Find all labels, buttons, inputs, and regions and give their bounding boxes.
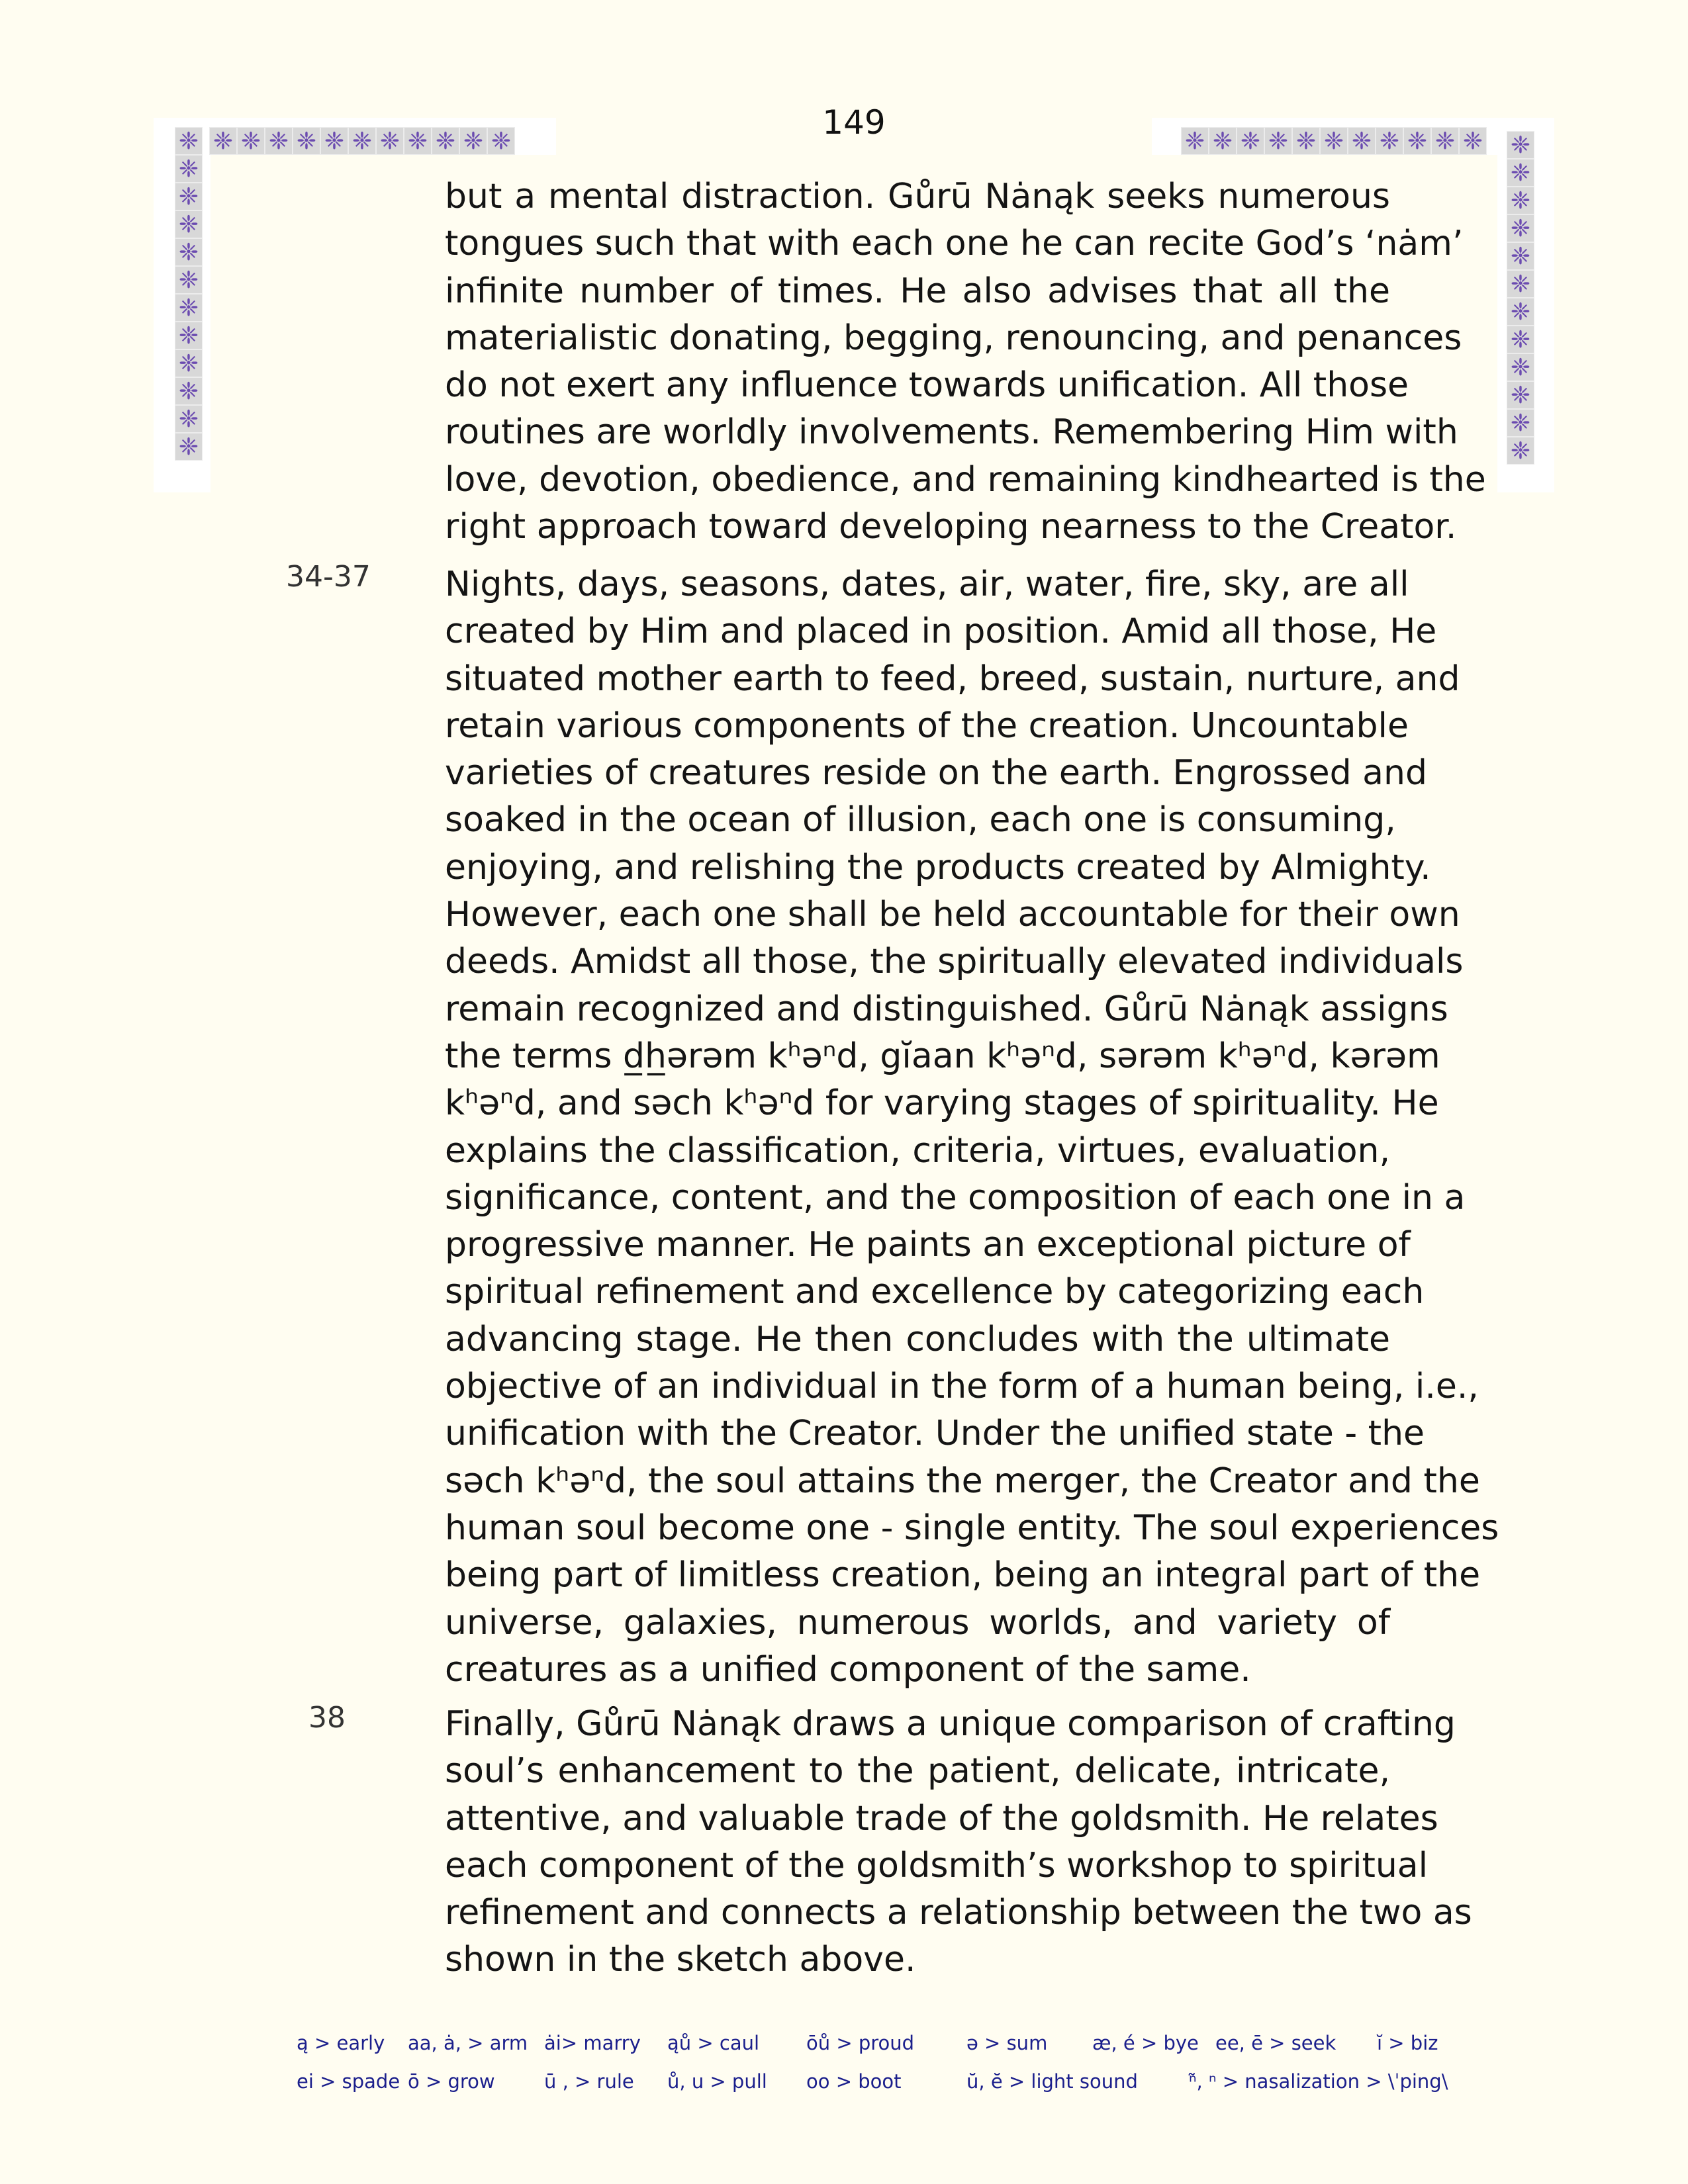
flower-ornament-icon: ❈ bbox=[175, 294, 203, 322]
legend-item: ⁿ̃, ⁿ > nasalization > \ˈping\ bbox=[1189, 2070, 1448, 2093]
paragraph-continuation bbox=[445, 173, 1486, 551]
text-line: səch kʰəⁿd, the soul attains the merger, the Creator and the bbox=[445, 1461, 1480, 1501]
legend-item: ĭ > biz bbox=[1377, 2032, 1438, 2054]
flower-ornament-icon: ❈ bbox=[175, 377, 203, 405]
text-line: However, each one shall be held accountable for their own bbox=[445, 895, 1460, 935]
flower-ornament-icon: ❈ bbox=[432, 127, 459, 155]
text-line: unification with the Creator. Under the unified state - the bbox=[445, 1414, 1425, 1454]
text-line: varieties of creatures reside on the earth. Engrossed and bbox=[445, 753, 1427, 794]
flower-ornament-icon: ❈ bbox=[175, 433, 203, 461]
flower-ornament-icon: ❈ bbox=[1507, 131, 1534, 159]
legend-item: aa, ȧ, > arm bbox=[408, 2032, 528, 2054]
top-right-ornament-strip bbox=[1181, 127, 1487, 155]
text-line: explains the classification, criteria, virtues, evaluation, bbox=[445, 1130, 1390, 1171]
text-line: objective of an individual in the form of a human being, i.e., bbox=[445, 1367, 1479, 1407]
text-line: being part of limitless creation, being an integral part of the bbox=[445, 1555, 1481, 1596]
flower-ornament-icon: ❈ bbox=[175, 349, 203, 377]
text-line: infinite number of times. He also advises that all the bbox=[445, 271, 1390, 311]
text-line: but a mental distraction. Gůrū Nȧnąk seeks numerous bbox=[445, 177, 1390, 216]
flower-ornament-icon: ❈ bbox=[404, 127, 432, 155]
flower-ornament-icon: ❈ bbox=[175, 183, 203, 210]
verse-number: 34-37 bbox=[286, 560, 371, 594]
flower-ornament-icon: ❈ bbox=[1459, 127, 1487, 155]
legend-item: æ, é > bye bbox=[1092, 2032, 1199, 2054]
text-line: retain various components of the creation. Uncountable bbox=[445, 705, 1409, 746]
text-line: the terms d̲h̲ərəm kʰəⁿd, gĭaan kʰəⁿd, sərəm kʰəⁿd, kərəm bbox=[445, 1036, 1440, 1076]
legend-item: ō > grow bbox=[408, 2070, 495, 2093]
text-line: tongues such that with each one he can recite God’s ‘nȧm’ bbox=[445, 224, 1464, 264]
flower-ornament-icon: ❈ bbox=[1507, 242, 1534, 270]
flower-ornament-icon: ❈ bbox=[1507, 326, 1534, 353]
flower-ornament-icon: ❈ bbox=[320, 127, 348, 155]
flower-ornament-icon: ❈ bbox=[1507, 298, 1534, 326]
text-line: universe, galaxies, numerous worlds, and variety of bbox=[445, 1602, 1390, 1643]
flower-ornament-icon: ❈ bbox=[1507, 159, 1534, 187]
right-ornament-strip bbox=[1507, 131, 1534, 465]
text-line: soaked in the ocean of illusion, each one is consuming, bbox=[445, 800, 1396, 841]
flower-ornament-icon: ❈ bbox=[376, 127, 404, 155]
text-line: Finally, Gůrū Nȧnąk draws a unique comparison of crafting bbox=[445, 1704, 1456, 1744]
text-line: progressive manner. He paints an exceptional picture of bbox=[445, 1225, 1411, 1265]
legend-item: ą > early bbox=[297, 2032, 385, 2054]
flower-ornament-icon: ❈ bbox=[348, 127, 376, 155]
flower-ornament-icon: ❈ bbox=[1264, 127, 1292, 155]
flower-ornament-icon: ❈ bbox=[175, 127, 203, 155]
flower-ornament-icon: ❈ bbox=[1507, 409, 1534, 437]
legend-item: ee, ē > seek bbox=[1215, 2032, 1336, 2054]
text-line: creatures as a unified component of the same. bbox=[445, 1649, 1251, 1690]
text-line: soul’s enhancement to the patient, delicate, intricate, bbox=[445, 1751, 1390, 1792]
legend-item: oo > boot bbox=[806, 2070, 902, 2093]
flower-ornament-icon: ❈ bbox=[459, 127, 487, 155]
flower-ornament-icon: ❈ bbox=[1376, 127, 1403, 155]
text-line: each component of the goldsmith’s workshop to spiritual bbox=[445, 1845, 1429, 1886]
legend-item: ə > sum bbox=[966, 2032, 1048, 2054]
flower-ornament-icon: ❈ bbox=[209, 127, 237, 155]
text-line: enjoying, and relishing the products created by Almighty. bbox=[445, 847, 1431, 887]
flower-ornament-icon: ❈ bbox=[1507, 381, 1534, 409]
text-line: significance, content, and the composition of each one in a bbox=[445, 1177, 1466, 1218]
text-line: right approach toward developing nearness to the Creator. bbox=[445, 507, 1457, 547]
text-line: human soul become one - single entity. The soul experiences bbox=[445, 1508, 1499, 1548]
flower-ornament-icon: ❈ bbox=[175, 405, 203, 433]
left-ornament-strip bbox=[175, 127, 203, 461]
verse-number: 38 bbox=[308, 1701, 346, 1735]
flower-ornament-icon: ❈ bbox=[1507, 437, 1534, 465]
legend-item: ū , > rule bbox=[544, 2070, 634, 2093]
flower-ornament-icon: ❈ bbox=[175, 210, 203, 238]
flower-ornament-icon: ❈ bbox=[175, 155, 203, 183]
text-line: Nights, days, seasons, dates, air, water, fire, sky, are all bbox=[445, 565, 1409, 604]
legend-item: ei > spade bbox=[297, 2070, 400, 2093]
text-line: refinement and connects a relationship between the two as bbox=[445, 1893, 1472, 1933]
text-line: created by Him and placed in position. Amid all those, He bbox=[445, 612, 1437, 652]
flower-ornament-icon: ❈ bbox=[265, 127, 293, 155]
text-line: routines are worldly involvements. Remembering Him with bbox=[445, 412, 1458, 453]
legend-item: ů, u > pull bbox=[667, 2070, 767, 2093]
top-left-ornament-strip bbox=[209, 127, 515, 155]
text-line: shown in the sketch above. bbox=[445, 1940, 916, 1980]
text-line: kʰəⁿd, and səch kʰəⁿd for varying stages of spirituality. He bbox=[445, 1083, 1439, 1124]
flower-ornament-icon: ❈ bbox=[1292, 127, 1320, 155]
paragraph-verse-38 bbox=[445, 1701, 1472, 1984]
legend-item: ŭ, ĕ > light sound bbox=[966, 2070, 1138, 2093]
legend-item: ąů > caul bbox=[667, 2032, 760, 2054]
legend-item: ȧi> marry bbox=[544, 2032, 641, 2054]
flower-ornament-icon: ❈ bbox=[1181, 127, 1209, 155]
paragraph-verse-34-37 bbox=[445, 561, 1499, 1694]
text-line: deeds. Amidst all those, the spiritually elevated individuals bbox=[445, 942, 1464, 982]
text-line: attentive, and valuable trade of the goldsmith. He relates bbox=[445, 1798, 1438, 1839]
flower-ornament-icon: ❈ bbox=[1431, 127, 1459, 155]
flower-ornament-icon: ❈ bbox=[1348, 127, 1376, 155]
flower-ornament-icon: ❈ bbox=[1237, 127, 1264, 155]
flower-ornament-icon: ❈ bbox=[487, 127, 515, 155]
flower-ornament-icon: ❈ bbox=[175, 322, 203, 349]
legend-item: ōů > proud bbox=[806, 2032, 915, 2054]
flower-ornament-icon: ❈ bbox=[1320, 127, 1348, 155]
flower-ornament-icon: ❈ bbox=[1507, 214, 1534, 242]
flower-ornament-icon: ❈ bbox=[1403, 127, 1431, 155]
text-line: materialistic donating, begging, renouncing, and penances bbox=[445, 318, 1462, 358]
text-line: advancing stage. He then concludes with the ultimate bbox=[445, 1319, 1390, 1359]
text-line: love, devotion, obedience, and remaining kindhearted is the bbox=[445, 459, 1486, 500]
text-line: remain recognized and distinguished. Gůrū Nȧnąk assigns bbox=[445, 989, 1448, 1029]
flower-ornament-icon: ❈ bbox=[175, 238, 203, 266]
flower-ornament-icon: ❈ bbox=[1507, 270, 1534, 298]
flower-ornament-icon: ❈ bbox=[1507, 353, 1534, 381]
flower-ornament-icon: ❈ bbox=[1209, 127, 1237, 155]
flower-ornament-icon: ❈ bbox=[237, 127, 265, 155]
text-line: situated mother earth to feed, breed, sustain, nurture, and bbox=[445, 659, 1460, 699]
text-line: spiritual refinement and excellence by categorizing each bbox=[445, 1272, 1425, 1312]
text-line: do not exert any influence towards unification. All those bbox=[445, 365, 1409, 406]
flower-ornament-icon: ❈ bbox=[175, 266, 203, 294]
flower-ornament-icon: ❈ bbox=[293, 127, 320, 155]
page-number: 149 bbox=[822, 103, 886, 142]
flower-ornament-icon: ❈ bbox=[1507, 187, 1534, 214]
